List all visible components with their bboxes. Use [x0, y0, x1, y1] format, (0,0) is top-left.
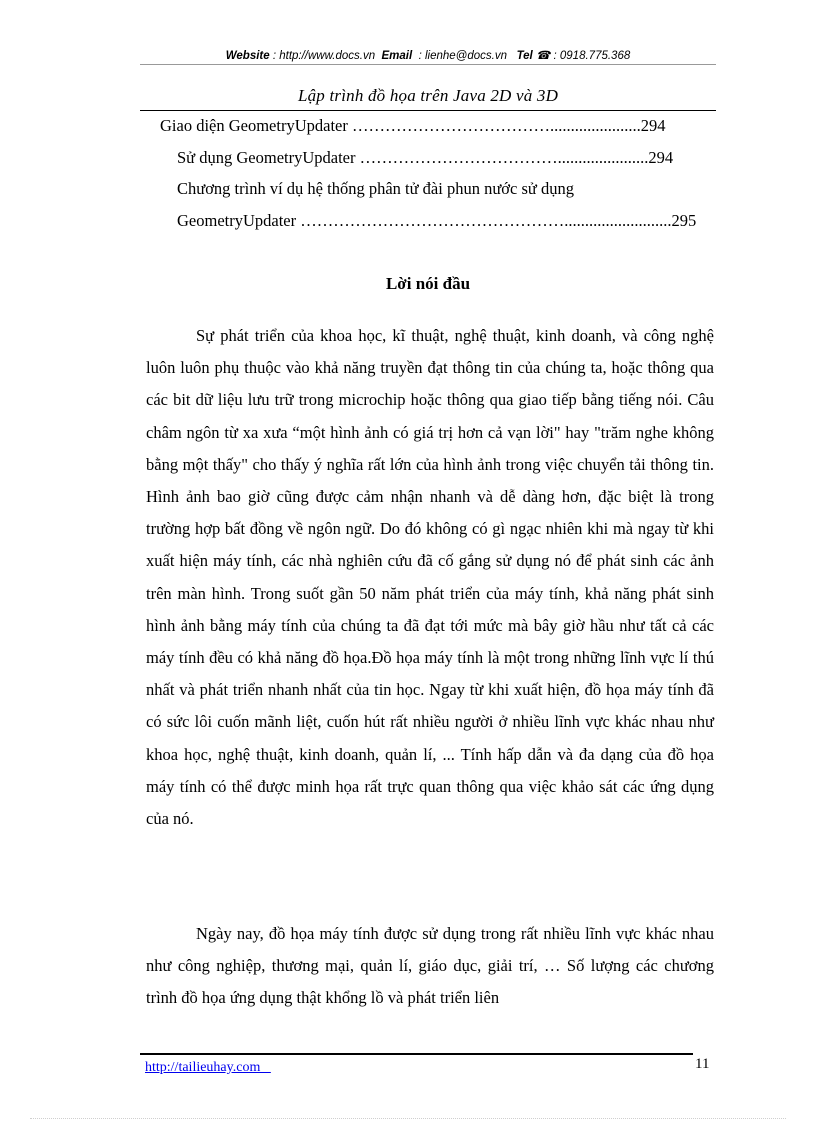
toc-leader: ………………………………...................... [351, 116, 641, 135]
email-value[interactable]: : lienhe@docs.vn [418, 50, 507, 62]
footer-link[interactable]: http://tailieuhay.com [145, 1060, 271, 1075]
page-bottom-border [30, 1118, 786, 1119]
paragraph-text: Ngày nay, đồ họa máy tính được sử dụng trong rất nhiều lĩnh vực khác nhau như công nghiệp, thương mại, quản lí, giáo dục, giải trí, … Số lượng các chương trình đồ họa ứng dụng thật khổng lồ và phát triển liên [146, 924, 714, 1008]
toc-page: 294 [640, 116, 666, 135]
body-paragraph [146, 918, 714, 1015]
toc-leader: ………………………………………….......................... [300, 211, 672, 230]
toc-leader: ………………………………...................... [359, 148, 649, 167]
section-heading: Lời nói đầu [385, 274, 471, 293]
toc-entry[interactable] [177, 179, 712, 199]
toc-entry[interactable] [177, 148, 712, 168]
toc-page: 294 [648, 148, 674, 167]
toc-entry-text: Sử dụng GeometryUpdater [177, 148, 360, 167]
toc-entry-text: GeometryUpdater [177, 211, 301, 230]
body-paragraph [146, 320, 714, 835]
tel-value: : 0918.775.368 [553, 50, 631, 62]
email-label: Email [381, 50, 413, 62]
phone-icon: ☎ [535, 50, 551, 62]
toc-page: 295 [671, 211, 697, 230]
toc-entry[interactable] [160, 116, 712, 136]
header-divider [140, 64, 716, 65]
title-divider [140, 110, 716, 111]
site-header [140, 48, 716, 62]
footer-divider [140, 1053, 693, 1055]
toc-entry-text: Giao diện GeometryUpdater [160, 116, 352, 135]
website-label: Website [225, 50, 270, 62]
running-title: Lập trình đồ họa trên Java 2D và 3D [297, 86, 559, 105]
website-value[interactable]: : http://www.docs.vn [272, 50, 376, 62]
tel-label: Tel [516, 50, 533, 62]
paragraph-text: Sự phát triển của khoa học, kĩ thuật, nghệ thuật, kinh doanh, và công nghệ luôn luôn phụ thuộc vào khả năng truyền đạt thông tin của chúng ta, hoặc thông qua các bit dữ liệu lưu trữ trong microchip hoặc thông qua giao tiếp bằng tiếng nói. Câu châm ngôn từ xa xưa “một hình ảnh có giá trị hơn cả vạn lời" hay "trăm nghe không bằng một thấy" cho thấy ý nghĩa rất lớn của hình ảnh trong việc chuyển tải thông tin. Hình ảnh bao giờ cũng được cảm nhận nhanh và dễ dàng hơn, đặc biệt là trong trường hợp bất đồng về ngôn ngữ. Do đó không có gì ngạc nhiên khi mà ngay từ khi xuất hiện máy tính, các nhà nghiên cứu đã cố gắng sử dụng nó để phát sinh các ảnh trên màn hình. Trong suốt gần 50 năm phát triển của máy tính, khả năng phát sinh hình ảnh bằng máy tính của chúng ta đã đạt tới mức mà bây giờ hầu như tất cả các máy tính đều có khả năng đồ họa.Đồ họa máy tính là một trong những lĩnh vực lí thú nhất và phát triển nhanh nhất của tin học. Ngay từ khi xuất hiện, đồ họa máy tính đã có sức lôi cuốn mãnh liệt, cuốn hút rất nhiều người ở nhiều lĩnh vực khác nhau như khoa học, nghệ thuật, kinh doanh, quản lí, ... Tính hấp dẫn và đa dạng của đồ họa máy tính có thể được minh họa rất trực quan thông qua việc khảo sát các ứng dụng của nó. [146, 326, 714, 829]
toc-entry-text: Chương trình ví dụ hệ thống phân tử đài phun nước sử dụng [177, 179, 574, 198]
page-number: 11 [695, 1056, 710, 1072]
toc-entry[interactable] [177, 211, 712, 231]
